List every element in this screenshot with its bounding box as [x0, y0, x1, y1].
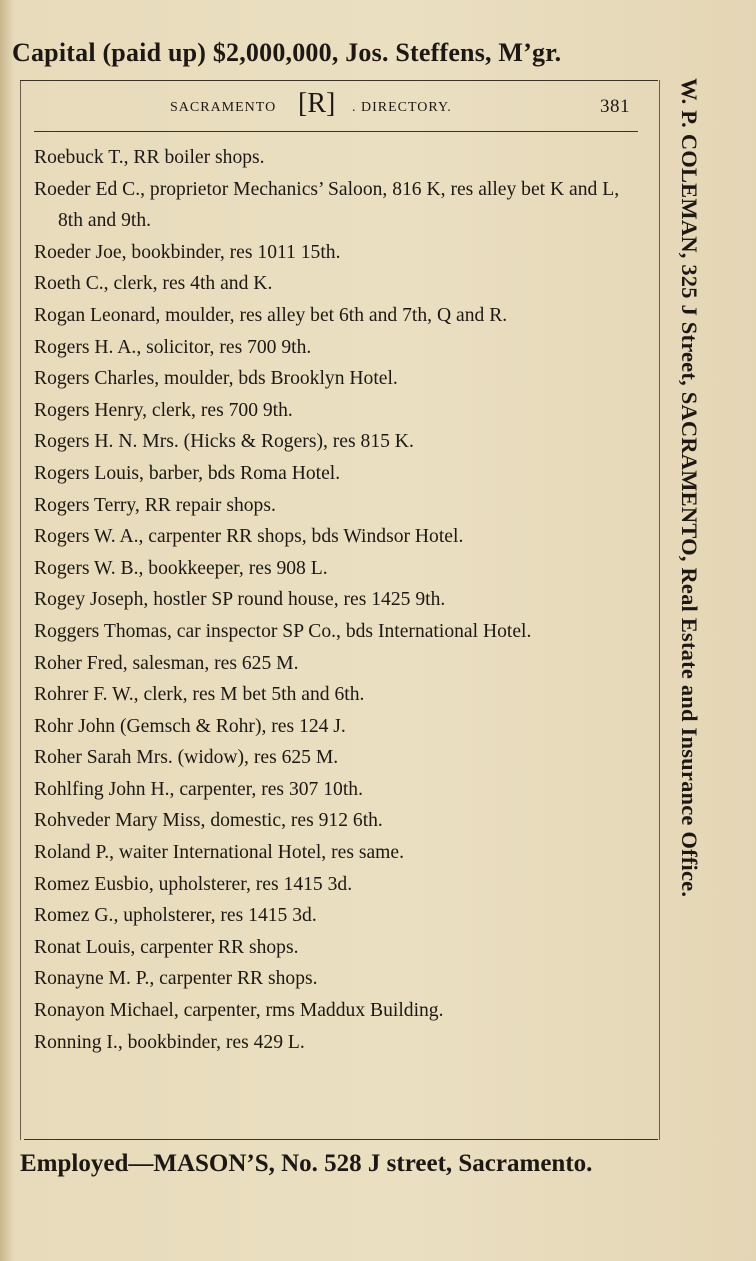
directory-entry: Rogers H. A., solicitor, res 700 9th. — [34, 336, 312, 358]
directory-entry: Roeder Joe, bookbinder, res 1011 15th. — [34, 241, 341, 263]
directory-entry: Roher Fred, salesman, res 625 M. — [34, 652, 299, 674]
side-advertisement: W. P. COLEMAN, 325 J Street, SACRAMENTO, Real Estate and Insurance Office. — [677, 78, 702, 898]
directory-entry: Roher Sarah Mrs. (widow), res 625 M. — [34, 747, 339, 769]
directory-entry: Romez Eusbio, upholsterer, res 1415 3d. — [34, 873, 353, 895]
bottom-rule — [24, 1139, 658, 1140]
bottom-advertisement: Employed—MASON’S, No. 528 J street, Sacramento. — [20, 1150, 593, 1177]
directory-entry: Rohr John (Gemsch & Rohr), res 124 J. — [34, 715, 346, 737]
directory-entry: Roland P., waiter International Hotel, res same. — [34, 842, 405, 864]
running-head-city: SACRAMENTO — [170, 100, 277, 115]
running-head-letter: [R] — [298, 88, 336, 119]
directory-entry: Ronat Louis, carpenter RR shops. — [34, 936, 299, 958]
directory-entry: Rohlfing John H., carpenter, res 307 10th. — [34, 778, 363, 800]
directory-entry: Rohrer F. W., clerk, res M bet 5th and 6th. — [34, 684, 365, 706]
top-rule — [20, 80, 658, 81]
directory-entry: Ronayne M. P., carpenter RR shops. — [34, 968, 318, 990]
directory-entry: Rohveder Mary Miss, domestic, res 912 6th. — [34, 810, 383, 832]
directory-entry: Rogey Joseph, hostler SP round house, res 1425 9th. — [34, 589, 446, 611]
top-advertisement: Capital (paid up) $2,000,000, Jos. Steffens, M’gr. — [12, 38, 562, 67]
directory-entry: Rogers Henry, clerk, res 700 9th. — [34, 399, 293, 421]
directory-entry: Ronning I., bookbinder, res 429 L. — [34, 1031, 305, 1053]
directory-entry: Roeth C., clerk, res 4th and K. — [34, 273, 273, 295]
directory-entry: Rogers H. N. Mrs. (Hicks & Rogers), res 815 K. — [34, 431, 414, 453]
directory-entry: Rogers W. A., carpenter RR shops, bds Windsor Hotel. — [34, 526, 464, 548]
directory-entry: Rogan Leonard, moulder, res alley bet 6th and 7th, Q and R. — [34, 304, 508, 326]
page-number: 381 — [600, 96, 630, 117]
running-head — [150, 88, 640, 124]
directory-entry: Rogers Terry, RR repair shops. — [34, 494, 276, 516]
directory-entry: Ronayon Michael, carpenter, rms Maddux Building. — [34, 1000, 444, 1022]
directory-entry: Roeder Ed C., proprietor Mechanics’ Saloon, 816 K, res alley bet K and L, 8th and 9th. — [34, 178, 620, 232]
header-rule — [34, 131, 638, 132]
running-head-section: . DIRECTORY. — [352, 100, 452, 115]
directory-entry: Rogers W. B., bookkeeper, res 908 L. — [34, 557, 328, 579]
directory-entry: Rogers Charles, moulder, bds Brooklyn Hotel. — [34, 368, 398, 390]
directory-entry: Roggers Thomas, car inspector SP Co., bds International Hotel. — [34, 620, 532, 642]
directory-entry: Roebuck T., RR boiler shops. — [34, 147, 265, 168]
directory-entries — [34, 142, 644, 1058]
directory-entry: Rogers Louis, barber, bds Roma Hotel. — [34, 462, 341, 484]
directory-entry: Romez G., upholsterer, res 1415 3d. — [34, 905, 317, 927]
